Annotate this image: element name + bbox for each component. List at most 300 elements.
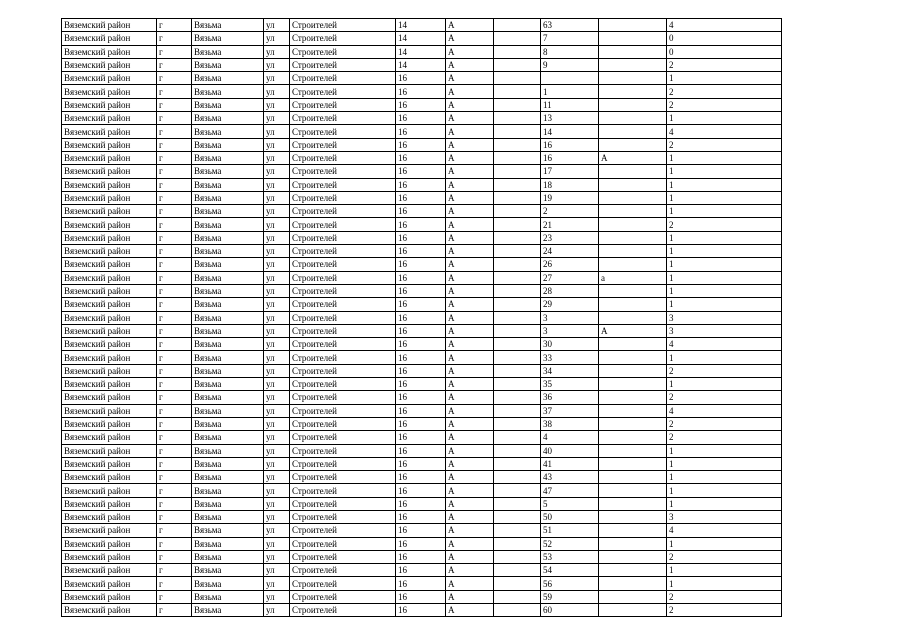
locality-cell: Вязьма bbox=[192, 351, 264, 364]
locality-cell: Вязьма bbox=[192, 537, 264, 550]
table-row bbox=[62, 85, 782, 98]
house-cell: 16 bbox=[396, 510, 446, 523]
table-row bbox=[62, 351, 782, 364]
street-type-cell: ул bbox=[264, 151, 290, 164]
apartment-letter-cell bbox=[599, 338, 667, 351]
house-letter-cell: А bbox=[446, 404, 494, 417]
locality-type-cell: г bbox=[157, 271, 192, 284]
apartment-letter-cell: А bbox=[599, 324, 667, 337]
district-cell: Вяземский район bbox=[62, 311, 157, 324]
house-cell: 16 bbox=[396, 98, 446, 111]
table-row bbox=[62, 391, 782, 404]
locality-cell: Вязьма bbox=[192, 205, 264, 218]
apartment-letter-cell bbox=[599, 604, 667, 617]
district-cell: Вяземский район bbox=[62, 431, 157, 444]
locality-cell: Вязьма bbox=[192, 151, 264, 164]
house-cell: 16 bbox=[396, 112, 446, 125]
house-letter-cell: А bbox=[446, 151, 494, 164]
count-cell: 0 bbox=[667, 32, 782, 45]
building-cell bbox=[494, 231, 541, 244]
house-cell: 16 bbox=[396, 218, 446, 231]
house-letter-cell: А bbox=[446, 510, 494, 523]
count-cell: 1 bbox=[667, 178, 782, 191]
locality-type-cell: г bbox=[157, 510, 192, 523]
table-row bbox=[62, 125, 782, 138]
building-cell bbox=[494, 404, 541, 417]
house-letter-cell: А bbox=[446, 45, 494, 58]
locality-type-cell: г bbox=[157, 351, 192, 364]
street-type-cell: ул bbox=[264, 391, 290, 404]
apartment-letter-cell bbox=[599, 178, 667, 191]
street-type-cell: ул bbox=[264, 510, 290, 523]
count-cell: 2 bbox=[667, 58, 782, 71]
table-row bbox=[62, 590, 782, 603]
district-cell: Вяземский район bbox=[62, 457, 157, 470]
apartment-cell: 21 bbox=[541, 218, 599, 231]
table-row bbox=[62, 417, 782, 430]
locality-type-cell: г bbox=[157, 165, 192, 178]
building-cell bbox=[494, 590, 541, 603]
house-letter-cell: А bbox=[446, 218, 494, 231]
street-cell: Строителей bbox=[290, 19, 396, 32]
building-cell bbox=[494, 444, 541, 457]
apartment-cell: 34 bbox=[541, 364, 599, 377]
table-row bbox=[62, 112, 782, 125]
street-cell: Строителей bbox=[290, 550, 396, 563]
apartment-cell: 29 bbox=[541, 298, 599, 311]
house-letter-cell: А bbox=[446, 231, 494, 244]
locality-cell: Вязьма bbox=[192, 524, 264, 537]
building-cell bbox=[494, 550, 541, 563]
apartment-cell: 33 bbox=[541, 351, 599, 364]
house-letter-cell: А bbox=[446, 444, 494, 457]
house-cell: 16 bbox=[396, 431, 446, 444]
street-cell: Строителей bbox=[290, 271, 396, 284]
district-cell: Вяземский район bbox=[62, 524, 157, 537]
district-cell: Вяземский район bbox=[62, 231, 157, 244]
apartment-cell: 9 bbox=[541, 58, 599, 71]
street-type-cell: ул bbox=[264, 58, 290, 71]
street-type-cell: ул bbox=[264, 45, 290, 58]
street-cell: Строителей bbox=[290, 338, 396, 351]
street-type-cell: ул bbox=[264, 271, 290, 284]
house-letter-cell: А bbox=[446, 258, 494, 271]
table-row bbox=[62, 431, 782, 444]
count-cell: 2 bbox=[667, 550, 782, 563]
house-cell: 16 bbox=[396, 298, 446, 311]
house-letter-cell: А bbox=[446, 32, 494, 45]
district-cell: Вяземский район bbox=[62, 484, 157, 497]
locality-cell: Вязьма bbox=[192, 19, 264, 32]
apartment-cell: 23 bbox=[541, 231, 599, 244]
street-cell: Строителей bbox=[290, 178, 396, 191]
table-row bbox=[62, 72, 782, 85]
count-cell: 1 bbox=[667, 457, 782, 470]
apartment-letter-cell bbox=[599, 417, 667, 430]
locality-type-cell: г bbox=[157, 138, 192, 151]
table-row bbox=[62, 404, 782, 417]
street-cell: Строителей bbox=[290, 391, 396, 404]
district-cell: Вяземский район bbox=[62, 577, 157, 590]
street-type-cell: ул bbox=[264, 125, 290, 138]
street-cell: Строителей bbox=[290, 58, 396, 71]
street-type-cell: ул bbox=[264, 218, 290, 231]
street-cell: Строителей bbox=[290, 32, 396, 45]
apartment-cell: 7 bbox=[541, 32, 599, 45]
locality-cell: Вязьма bbox=[192, 191, 264, 204]
house-letter-cell: А bbox=[446, 271, 494, 284]
table-row bbox=[62, 577, 782, 590]
table-row bbox=[62, 231, 782, 244]
building-cell bbox=[494, 218, 541, 231]
district-cell: Вяземский район bbox=[62, 417, 157, 430]
district-cell: Вяземский район bbox=[62, 19, 157, 32]
apartment-letter-cell bbox=[599, 72, 667, 85]
house-letter-cell: А bbox=[446, 138, 494, 151]
building-cell bbox=[494, 191, 541, 204]
locality-cell: Вязьма bbox=[192, 218, 264, 231]
street-cell: Строителей bbox=[290, 245, 396, 258]
street-type-cell: ул bbox=[264, 231, 290, 244]
apartment-letter-cell bbox=[599, 564, 667, 577]
building-cell bbox=[494, 32, 541, 45]
count-cell: 1 bbox=[667, 165, 782, 178]
table-row bbox=[62, 311, 782, 324]
district-cell: Вяземский район bbox=[62, 444, 157, 457]
locality-cell: Вязьма bbox=[192, 604, 264, 617]
house-cell: 16 bbox=[396, 351, 446, 364]
apartment-cell: 53 bbox=[541, 550, 599, 563]
street-type-cell: ул bbox=[264, 178, 290, 191]
building-cell bbox=[494, 58, 541, 71]
building-cell bbox=[494, 471, 541, 484]
apartment-cell: 41 bbox=[541, 457, 599, 470]
house-letter-cell: А bbox=[446, 577, 494, 590]
locality-type-cell: г bbox=[157, 391, 192, 404]
house-cell: 16 bbox=[396, 457, 446, 470]
apartment-letter-cell bbox=[599, 550, 667, 563]
locality-cell: Вязьма bbox=[192, 112, 264, 125]
street-cell: Строителей bbox=[290, 497, 396, 510]
district-cell: Вяземский район bbox=[62, 471, 157, 484]
locality-type-cell: г bbox=[157, 564, 192, 577]
count-cell: 1 bbox=[667, 484, 782, 497]
street-cell: Строителей bbox=[290, 72, 396, 85]
street-cell: Строителей bbox=[290, 417, 396, 430]
apartment-letter-cell bbox=[599, 577, 667, 590]
locality-cell: Вязьма bbox=[192, 324, 264, 337]
building-cell bbox=[494, 178, 541, 191]
count-cell: 4 bbox=[667, 524, 782, 537]
count-cell: 2 bbox=[667, 218, 782, 231]
house-letter-cell: А bbox=[446, 311, 494, 324]
apartment-letter-cell bbox=[599, 258, 667, 271]
locality-type-cell: г bbox=[157, 577, 192, 590]
locality-cell: Вязьма bbox=[192, 364, 264, 377]
locality-type-cell: г bbox=[157, 231, 192, 244]
street-cell: Строителей bbox=[290, 231, 396, 244]
apartment-letter-cell bbox=[599, 298, 667, 311]
table-row bbox=[62, 271, 782, 284]
district-cell: Вяземский район bbox=[62, 112, 157, 125]
locality-type-cell: г bbox=[157, 378, 192, 391]
apartment-letter-cell bbox=[599, 484, 667, 497]
count-cell: 1 bbox=[667, 271, 782, 284]
apartment-cell: 1 bbox=[541, 85, 599, 98]
apartment-cell: 52 bbox=[541, 537, 599, 550]
apartment-letter-cell bbox=[599, 457, 667, 470]
table-row bbox=[62, 457, 782, 470]
locality-type-cell: г bbox=[157, 471, 192, 484]
house-letter-cell: А bbox=[446, 604, 494, 617]
apartment-letter-cell: А bbox=[599, 151, 667, 164]
locality-cell: Вязьма bbox=[192, 32, 264, 45]
house-cell: 16 bbox=[396, 604, 446, 617]
locality-cell: Вязьма bbox=[192, 298, 264, 311]
apartment-letter-cell bbox=[599, 19, 667, 32]
count-cell: 1 bbox=[667, 205, 782, 218]
house-letter-cell: А bbox=[446, 378, 494, 391]
table-row bbox=[62, 324, 782, 337]
apartment-letter-cell bbox=[599, 590, 667, 603]
locality-cell: Вязьма bbox=[192, 590, 264, 603]
street-cell: Строителей bbox=[290, 537, 396, 550]
house-cell: 16 bbox=[396, 191, 446, 204]
apartment-letter-cell bbox=[599, 112, 667, 125]
apartment-letter-cell bbox=[599, 245, 667, 258]
house-letter-cell: А bbox=[446, 19, 494, 32]
building-cell bbox=[494, 378, 541, 391]
house-cell: 16 bbox=[396, 471, 446, 484]
street-cell: Строителей bbox=[290, 98, 396, 111]
table-row bbox=[62, 550, 782, 563]
street-type-cell: ул bbox=[264, 205, 290, 218]
street-type-cell: ул bbox=[264, 457, 290, 470]
apartment-cell: 17 bbox=[541, 165, 599, 178]
district-cell: Вяземский район bbox=[62, 271, 157, 284]
building-cell bbox=[494, 311, 541, 324]
house-letter-cell: А bbox=[446, 457, 494, 470]
house-cell: 16 bbox=[396, 364, 446, 377]
locality-type-cell: г bbox=[157, 32, 192, 45]
building-cell bbox=[494, 351, 541, 364]
house-cell: 16 bbox=[396, 484, 446, 497]
locality-type-cell: г bbox=[157, 404, 192, 417]
street-cell: Строителей bbox=[290, 524, 396, 537]
locality-cell: Вязьма bbox=[192, 138, 264, 151]
district-cell: Вяземский район bbox=[62, 32, 157, 45]
street-type-cell: ул bbox=[264, 577, 290, 590]
locality-cell: Вязьма bbox=[192, 564, 264, 577]
table-row bbox=[62, 524, 782, 537]
apartment-cell: 63 bbox=[541, 19, 599, 32]
count-cell: 1 bbox=[667, 564, 782, 577]
apartment-cell: 37 bbox=[541, 404, 599, 417]
locality-cell: Вязьма bbox=[192, 484, 264, 497]
locality-cell: Вязьма bbox=[192, 391, 264, 404]
street-type-cell: ул bbox=[264, 165, 290, 178]
apartment-cell: 11 bbox=[541, 98, 599, 111]
house-cell: 16 bbox=[396, 72, 446, 85]
locality-type-cell: г bbox=[157, 524, 192, 537]
table-row bbox=[62, 45, 782, 58]
street-type-cell: ул bbox=[264, 550, 290, 563]
apartment-cell: 27 bbox=[541, 271, 599, 284]
table-row bbox=[62, 191, 782, 204]
locality-cell: Вязьма bbox=[192, 404, 264, 417]
locality-type-cell: г bbox=[157, 417, 192, 430]
apartment-cell: 18 bbox=[541, 178, 599, 191]
street-cell: Строителей bbox=[290, 191, 396, 204]
house-letter-cell: А bbox=[446, 284, 494, 297]
district-cell: Вяземский район bbox=[62, 191, 157, 204]
apartment-cell: 8 bbox=[541, 45, 599, 58]
apartment-letter-cell bbox=[599, 364, 667, 377]
house-cell: 16 bbox=[396, 138, 446, 151]
locality-type-cell: г bbox=[157, 19, 192, 32]
street-type-cell: ул bbox=[264, 138, 290, 151]
house-letter-cell: А bbox=[446, 484, 494, 497]
apartment-cell: 24 bbox=[541, 245, 599, 258]
apartment-cell: 59 bbox=[541, 590, 599, 603]
house-cell: 16 bbox=[396, 404, 446, 417]
house-cell: 16 bbox=[396, 311, 446, 324]
count-cell: 0 bbox=[667, 45, 782, 58]
house-cell: 16 bbox=[396, 577, 446, 590]
locality-cell: Вязьма bbox=[192, 125, 264, 138]
building-cell bbox=[494, 338, 541, 351]
street-type-cell: ул bbox=[264, 338, 290, 351]
building-cell bbox=[494, 497, 541, 510]
count-cell: 1 bbox=[667, 284, 782, 297]
locality-cell: Вязьма bbox=[192, 497, 264, 510]
locality-type-cell: г bbox=[157, 125, 192, 138]
apartment-letter-cell bbox=[599, 191, 667, 204]
street-cell: Строителей bbox=[290, 284, 396, 297]
apartment-cell: 40 bbox=[541, 444, 599, 457]
locality-type-cell: г bbox=[157, 45, 192, 58]
locality-cell: Вязьма bbox=[192, 271, 264, 284]
street-type-cell: ул bbox=[264, 564, 290, 577]
street-type-cell: ул bbox=[264, 191, 290, 204]
district-cell: Вяземский район bbox=[62, 284, 157, 297]
house-cell: 16 bbox=[396, 245, 446, 258]
apartment-letter-cell bbox=[599, 378, 667, 391]
table-row bbox=[62, 205, 782, 218]
count-cell: 4 bbox=[667, 338, 782, 351]
count-cell: 1 bbox=[667, 191, 782, 204]
locality-cell: Вязьма bbox=[192, 471, 264, 484]
district-cell: Вяземский район bbox=[62, 378, 157, 391]
building-cell bbox=[494, 245, 541, 258]
locality-type-cell: г bbox=[157, 98, 192, 111]
street-type-cell: ул bbox=[264, 258, 290, 271]
locality-cell: Вязьма bbox=[192, 338, 264, 351]
house-letter-cell: А bbox=[446, 125, 494, 138]
count-cell: 1 bbox=[667, 378, 782, 391]
count-cell: 1 bbox=[667, 151, 782, 164]
locality-type-cell: г bbox=[157, 444, 192, 457]
table-row bbox=[62, 284, 782, 297]
street-type-cell: ул bbox=[264, 19, 290, 32]
apartment-letter-cell bbox=[599, 125, 667, 138]
locality-cell: Вязьма bbox=[192, 417, 264, 430]
apartment-letter-cell bbox=[599, 58, 667, 71]
apartment-letter-cell bbox=[599, 218, 667, 231]
building-cell bbox=[494, 151, 541, 164]
street-cell: Строителей bbox=[290, 258, 396, 271]
street-type-cell: ул bbox=[264, 32, 290, 45]
district-cell: Вяземский район bbox=[62, 604, 157, 617]
table-row bbox=[62, 564, 782, 577]
locality-type-cell: г bbox=[157, 245, 192, 258]
street-cell: Строителей bbox=[290, 404, 396, 417]
table-row bbox=[62, 245, 782, 258]
count-cell: 1 bbox=[667, 537, 782, 550]
house-letter-cell: А bbox=[446, 431, 494, 444]
apartment-cell: 3 bbox=[541, 311, 599, 324]
district-cell: Вяземский район bbox=[62, 550, 157, 563]
count-cell: 2 bbox=[667, 391, 782, 404]
street-cell: Строителей bbox=[290, 351, 396, 364]
apartment-letter-cell bbox=[599, 138, 667, 151]
apartment-letter-cell bbox=[599, 32, 667, 45]
street-type-cell: ул bbox=[264, 497, 290, 510]
street-type-cell: ул bbox=[264, 351, 290, 364]
street-cell: Строителей bbox=[290, 431, 396, 444]
apartment-letter-cell bbox=[599, 231, 667, 244]
street-type-cell: ул bbox=[264, 604, 290, 617]
locality-type-cell: г bbox=[157, 85, 192, 98]
district-cell: Вяземский район bbox=[62, 364, 157, 377]
apartment-cell: 3 bbox=[541, 324, 599, 337]
house-letter-cell: А bbox=[446, 112, 494, 125]
apartment-cell: 19 bbox=[541, 191, 599, 204]
house-cell: 14 bbox=[396, 45, 446, 58]
street-type-cell: ул bbox=[264, 417, 290, 430]
locality-cell: Вязьма bbox=[192, 58, 264, 71]
count-cell: 1 bbox=[667, 231, 782, 244]
district-cell: Вяземский район bbox=[62, 138, 157, 151]
district-cell: Вяземский район bbox=[62, 125, 157, 138]
locality-cell: Вязьма bbox=[192, 178, 264, 191]
apartment-letter-cell bbox=[599, 391, 667, 404]
district-cell: Вяземский район bbox=[62, 537, 157, 550]
apartment-letter-cell bbox=[599, 404, 667, 417]
apartment-letter-cell bbox=[599, 311, 667, 324]
locality-type-cell: г bbox=[157, 364, 192, 377]
locality-type-cell: г bbox=[157, 550, 192, 563]
table-row bbox=[62, 471, 782, 484]
locality-type-cell: г bbox=[157, 72, 192, 85]
street-type-cell: ул bbox=[264, 590, 290, 603]
street-cell: Строителей bbox=[290, 165, 396, 178]
district-cell: Вяземский район bbox=[62, 72, 157, 85]
building-cell bbox=[494, 431, 541, 444]
locality-cell: Вязьма bbox=[192, 457, 264, 470]
street-cell: Строителей bbox=[290, 85, 396, 98]
house-letter-cell: А bbox=[446, 191, 494, 204]
count-cell: 4 bbox=[667, 404, 782, 417]
apartment-cell: 16 bbox=[541, 138, 599, 151]
building-cell bbox=[494, 484, 541, 497]
building-cell bbox=[494, 72, 541, 85]
apartment-cell: 30 bbox=[541, 338, 599, 351]
table-row bbox=[62, 58, 782, 71]
street-cell: Строителей bbox=[290, 364, 396, 377]
district-cell: Вяземский район bbox=[62, 85, 157, 98]
street-type-cell: ул bbox=[264, 537, 290, 550]
